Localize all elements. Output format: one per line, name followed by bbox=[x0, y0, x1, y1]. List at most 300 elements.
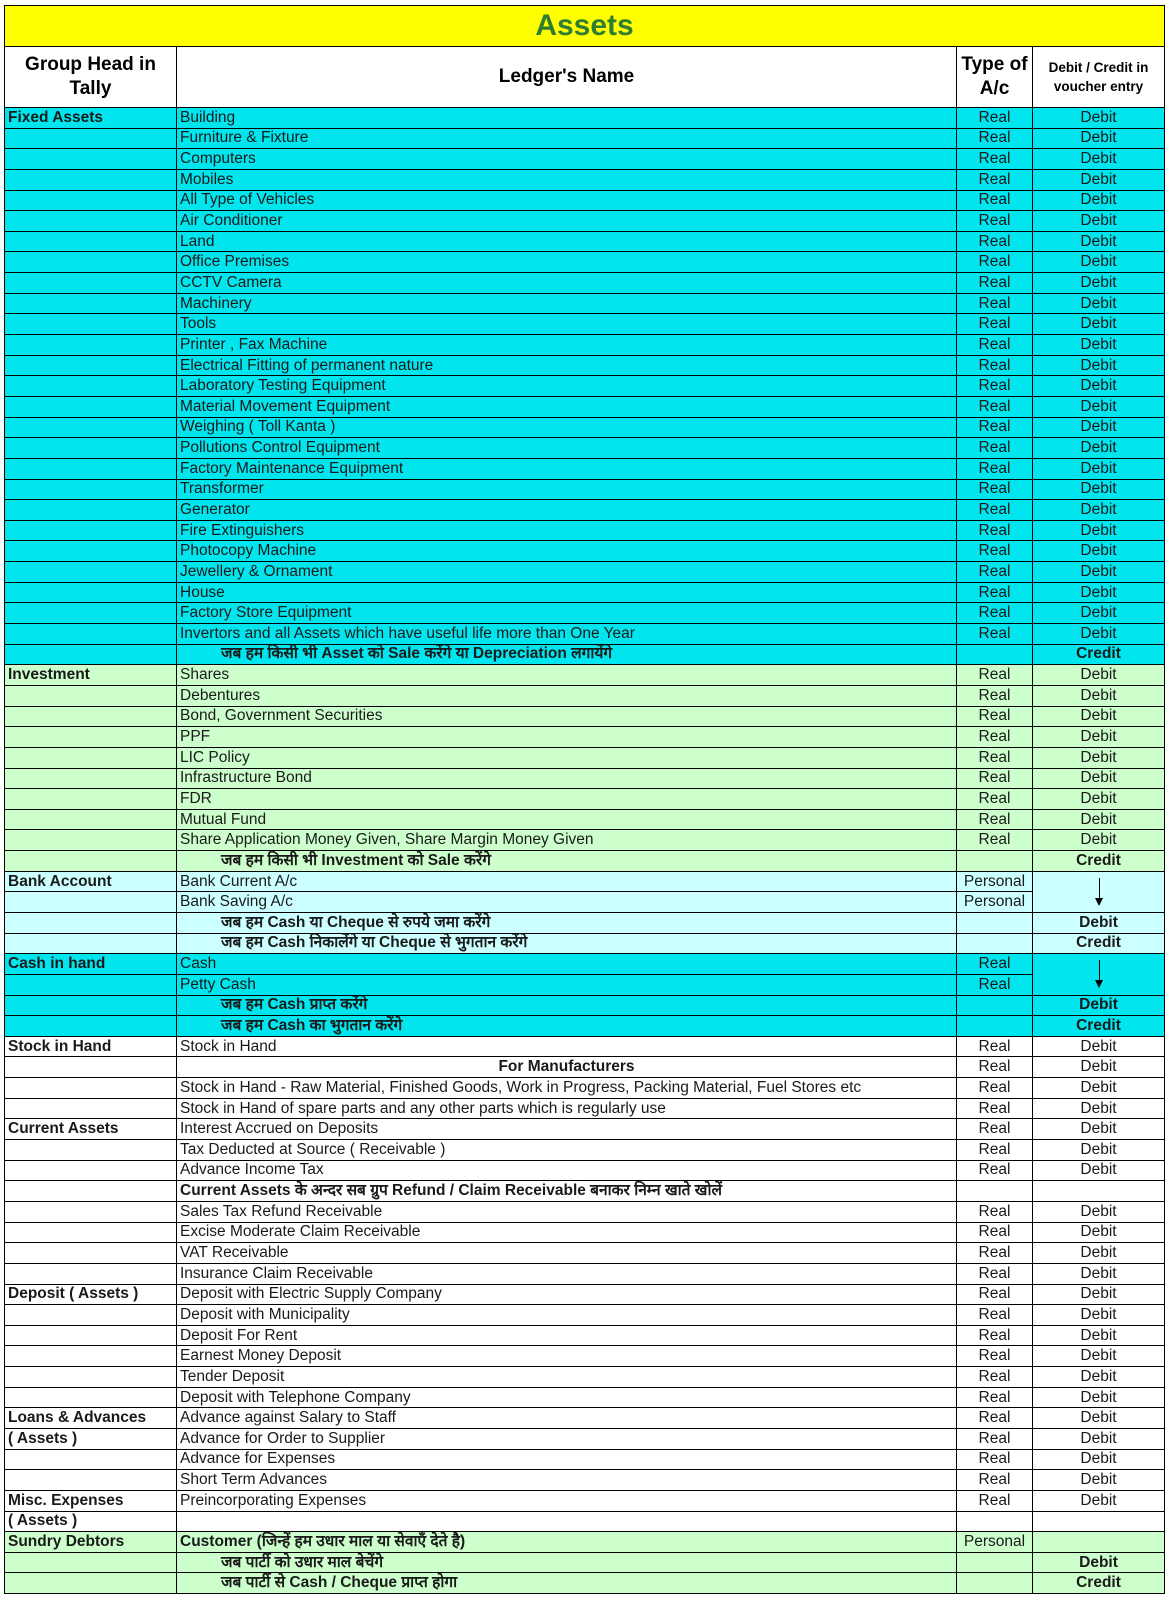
table-row bbox=[5, 974, 1165, 995]
ledger-name-cell: जब हम Cash प्राप्त करेंगे bbox=[177, 995, 957, 1016]
ledger-name-cell: Electrical Fitting of permanent nature bbox=[177, 355, 957, 376]
ledger-name-cell: Tender Deposit bbox=[177, 1367, 957, 1388]
group-head-cell bbox=[5, 603, 177, 624]
table-row bbox=[5, 892, 1165, 913]
type-of-ac-cell: Real bbox=[957, 541, 1033, 562]
table-row bbox=[5, 1305, 1165, 1326]
group-head-cell bbox=[5, 479, 177, 500]
ledger-name-cell: All Type of Vehicles bbox=[177, 190, 957, 211]
assets-ledger-table bbox=[4, 5, 1165, 1594]
debit-credit-cell: Debit bbox=[1033, 1449, 1165, 1470]
group-head-cell bbox=[5, 685, 177, 706]
header-row bbox=[5, 47, 1165, 108]
group-head-cell: Loans & Advances bbox=[5, 1408, 177, 1429]
group-head-cell bbox=[5, 892, 177, 913]
table-row bbox=[5, 1160, 1165, 1181]
group-head-cell bbox=[5, 252, 177, 273]
table-row bbox=[5, 871, 1165, 892]
debit-credit-cell: Debit bbox=[1033, 1408, 1165, 1429]
debit-credit-cell: Debit bbox=[1033, 1346, 1165, 1367]
table-row bbox=[5, 190, 1165, 211]
table-row bbox=[5, 396, 1165, 417]
ledger-name-cell: Advance for Order to Supplier bbox=[177, 1429, 957, 1450]
table-row bbox=[5, 1325, 1165, 1346]
table-row bbox=[5, 912, 1165, 933]
type-of-ac-cell: Real bbox=[957, 520, 1033, 541]
type-of-ac-cell: Real bbox=[957, 376, 1033, 397]
table-row bbox=[5, 458, 1165, 479]
table-row bbox=[5, 376, 1165, 397]
type-of-ac-cell: Real bbox=[957, 1470, 1033, 1491]
debit-credit-cell: Debit bbox=[1033, 541, 1165, 562]
debit-credit-cell: Debit bbox=[1033, 706, 1165, 727]
table-row bbox=[5, 747, 1165, 768]
group-head-cell: Investment bbox=[5, 665, 177, 686]
table-row bbox=[5, 1078, 1165, 1099]
table-row bbox=[5, 500, 1165, 521]
ledger-name-cell: Jewellery & Ornament bbox=[177, 562, 957, 583]
ledger-name-cell: जब पार्टी को उधार माल बेचेंगे bbox=[177, 1552, 957, 1573]
ledger-name-cell: जब हम Cash या Cheque से रुपये जमा करेंगे bbox=[177, 912, 957, 933]
table-row bbox=[5, 417, 1165, 438]
table-row bbox=[5, 273, 1165, 294]
type-of-ac-cell bbox=[957, 644, 1033, 665]
table-row bbox=[5, 169, 1165, 190]
table-row bbox=[5, 1511, 1165, 1532]
type-of-ac-cell: Real bbox=[957, 830, 1033, 851]
group-head-cell bbox=[5, 1346, 177, 1367]
table-row bbox=[5, 562, 1165, 583]
sheet-title: Assets bbox=[5, 6, 1165, 47]
table-row bbox=[5, 1346, 1165, 1367]
ledger-name-cell: House bbox=[177, 582, 957, 603]
table-row bbox=[5, 706, 1165, 727]
type-of-ac-cell bbox=[957, 1573, 1033, 1594]
ledger-name-cell: Computers bbox=[177, 149, 957, 170]
table-row bbox=[5, 1181, 1165, 1202]
group-head-cell bbox=[5, 1470, 177, 1491]
table-row bbox=[5, 1201, 1165, 1222]
ledger-name-cell: Generator bbox=[177, 500, 957, 521]
ledger-name-cell: Deposit with Municipality bbox=[177, 1305, 957, 1326]
group-head-cell: Current Assets bbox=[5, 1119, 177, 1140]
title-row bbox=[5, 6, 1165, 47]
debit-credit-cell: Debit bbox=[1033, 1284, 1165, 1305]
group-head-cell bbox=[5, 1263, 177, 1284]
group-head-cell bbox=[5, 809, 177, 830]
ledger-name-cell: Petty Cash bbox=[177, 974, 957, 995]
debit-credit-cell bbox=[1033, 1511, 1165, 1532]
group-head-cell bbox=[5, 1243, 177, 1264]
table-row bbox=[5, 789, 1165, 810]
debit-credit-cell: Debit bbox=[1033, 500, 1165, 521]
table-row bbox=[5, 1140, 1165, 1161]
type-of-ac-cell: Real bbox=[957, 252, 1033, 273]
debit-credit-cell: Debit bbox=[1033, 830, 1165, 851]
group-head-cell bbox=[5, 995, 177, 1016]
arrow-head-icon bbox=[1095, 898, 1103, 906]
debit-credit-cell: Debit bbox=[1033, 1552, 1165, 1573]
type-of-ac-cell: Real bbox=[957, 1429, 1033, 1450]
debit-credit-cell bbox=[1033, 1181, 1165, 1202]
type-of-ac-cell: Real bbox=[957, 954, 1033, 975]
table-row bbox=[5, 520, 1165, 541]
arrow-down-icon bbox=[1099, 960, 1100, 982]
debit-credit-cell: Debit bbox=[1033, 1098, 1165, 1119]
table-row bbox=[5, 1119, 1165, 1140]
group-head-cell: ( Assets ) bbox=[5, 1511, 177, 1532]
ledger-name-cell: Weighing ( Toll Kanta ) bbox=[177, 417, 957, 438]
table-row bbox=[5, 479, 1165, 500]
debit-credit-cell: Debit bbox=[1033, 1057, 1165, 1078]
type-of-ac-cell: Real bbox=[957, 1490, 1033, 1511]
table-row bbox=[5, 1552, 1165, 1573]
ledger-name-cell: Current Assets के अन्दर सब ग्रुप Refund / Claim Receivable बनाकर निम्न खाते खोलें bbox=[177, 1181, 957, 1202]
debit-credit-cell: Debit bbox=[1033, 1036, 1165, 1057]
ledger-name-cell: Advance against Salary to Staff bbox=[177, 1408, 957, 1429]
table-row bbox=[5, 624, 1165, 645]
debit-credit-cell: Debit bbox=[1033, 1243, 1165, 1264]
type-of-ac-cell: Real bbox=[957, 1449, 1033, 1470]
ledger-name-cell: Earnest Money Deposit bbox=[177, 1346, 957, 1367]
arrow-down-icon bbox=[1099, 878, 1100, 900]
table-row bbox=[5, 438, 1165, 459]
debit-credit-cell bbox=[1033, 954, 1165, 995]
debit-credit-cell: Debit bbox=[1033, 685, 1165, 706]
ledger-name-cell: Printer , Fax Machine bbox=[177, 335, 957, 356]
ledger-name-cell: Bank Saving A/c bbox=[177, 892, 957, 913]
debit-credit-cell: Debit bbox=[1033, 231, 1165, 252]
table-row bbox=[5, 1263, 1165, 1284]
debit-credit-cell: Debit bbox=[1033, 1140, 1165, 1161]
table-row bbox=[5, 665, 1165, 686]
type-of-ac-cell bbox=[957, 1511, 1033, 1532]
type-of-ac-cell: Real bbox=[957, 1201, 1033, 1222]
ledger-name-cell: Interest Accrued on Deposits bbox=[177, 1119, 957, 1140]
table-row bbox=[5, 1387, 1165, 1408]
type-of-ac-cell: Real bbox=[957, 706, 1033, 727]
group-head-cell bbox=[5, 1449, 177, 1470]
type-of-ac-cell: Real bbox=[957, 1160, 1033, 1181]
type-of-ac-cell bbox=[957, 995, 1033, 1016]
debit-credit-cell: Debit bbox=[1033, 747, 1165, 768]
ledger-name-cell: Laboratory Testing Equipment bbox=[177, 376, 957, 397]
table-row bbox=[5, 355, 1165, 376]
type-of-ac-cell: Real bbox=[957, 727, 1033, 748]
header-group-head: Group Head in Tally bbox=[5, 47, 177, 108]
group-head-cell bbox=[5, 727, 177, 748]
debit-credit-cell: Credit bbox=[1033, 851, 1165, 872]
ledger-name-cell: Bond, Government Securities bbox=[177, 706, 957, 727]
debit-credit-cell: Debit bbox=[1033, 1490, 1165, 1511]
group-head-cell: Fixed Assets bbox=[5, 108, 177, 129]
group-head-cell bbox=[5, 541, 177, 562]
debit-credit-cell: Debit bbox=[1033, 1387, 1165, 1408]
ledger-name-cell: Machinery bbox=[177, 293, 957, 314]
type-of-ac-cell: Real bbox=[957, 500, 1033, 521]
debit-credit-cell: Debit bbox=[1033, 1367, 1165, 1388]
group-head-cell bbox=[5, 376, 177, 397]
group-head-cell bbox=[5, 644, 177, 665]
group-head-cell bbox=[5, 458, 177, 479]
ledger-name-cell: LIC Policy bbox=[177, 747, 957, 768]
ledger-name-cell: Stock in Hand of spare parts and any other parts which is regularly use bbox=[177, 1098, 957, 1119]
table-row bbox=[5, 1429, 1165, 1450]
group-head-cell bbox=[5, 1305, 177, 1326]
group-head-cell bbox=[5, 520, 177, 541]
debit-credit-cell: Debit bbox=[1033, 624, 1165, 645]
type-of-ac-cell: Real bbox=[957, 1367, 1033, 1388]
table-row bbox=[5, 1573, 1165, 1594]
debit-credit-cell: Debit bbox=[1033, 1222, 1165, 1243]
type-of-ac-cell: Real bbox=[957, 665, 1033, 686]
group-head-cell bbox=[5, 1098, 177, 1119]
group-head-cell: Sundry Debtors bbox=[5, 1532, 177, 1553]
ledger-name-cell: Air Conditioner bbox=[177, 211, 957, 232]
ledger-name-cell: Factory Maintenance Equipment bbox=[177, 458, 957, 479]
group-head-cell bbox=[5, 1181, 177, 1202]
ledger-name-cell: Customer (जिन्हें हम उधार माल या सेवाएँ देते है) bbox=[177, 1532, 957, 1553]
type-of-ac-cell: Real bbox=[957, 1036, 1033, 1057]
debit-credit-cell: Credit bbox=[1033, 1573, 1165, 1594]
table-row bbox=[5, 1470, 1165, 1491]
ledger-name-cell: Excise Moderate Claim Receivable bbox=[177, 1222, 957, 1243]
group-head-cell bbox=[5, 789, 177, 810]
table-row bbox=[5, 1449, 1165, 1470]
debit-credit-cell: Debit bbox=[1033, 252, 1165, 273]
ledger-name-cell: Share Application Money Given, Share Margin Money Given bbox=[177, 830, 957, 851]
group-head-cell bbox=[5, 1078, 177, 1099]
type-of-ac-cell: Real bbox=[957, 1305, 1033, 1326]
type-of-ac-cell: Real bbox=[957, 1140, 1033, 1161]
group-head-cell bbox=[5, 417, 177, 438]
type-of-ac-cell bbox=[957, 851, 1033, 872]
table-row bbox=[5, 685, 1165, 706]
ledger-name-cell: जब हम Cash का भुगतान करेंगे bbox=[177, 1016, 957, 1037]
type-of-ac-cell: Real bbox=[957, 355, 1033, 376]
ledger-name-cell: Transformer bbox=[177, 479, 957, 500]
ledger-name-cell: जब पार्टी से Cash / Cheque प्राप्त होगा bbox=[177, 1573, 957, 1594]
ledger-name-cell: Cash bbox=[177, 954, 957, 975]
type-of-ac-cell: Real bbox=[957, 1119, 1033, 1140]
group-head-cell bbox=[5, 128, 177, 149]
ledger-name-cell: FDR bbox=[177, 789, 957, 810]
type-of-ac-cell: Real bbox=[957, 1057, 1033, 1078]
debit-credit-cell: Debit bbox=[1033, 149, 1165, 170]
type-of-ac-cell bbox=[957, 1181, 1033, 1202]
arrow-head-icon bbox=[1095, 980, 1103, 988]
ledger-name-cell: जब हम किसी भी Asset को Sale करेंगे या Depreciation लगायेंगे bbox=[177, 644, 957, 665]
table-row bbox=[5, 768, 1165, 789]
table-row bbox=[5, 830, 1165, 851]
debit-credit-cell: Debit bbox=[1033, 912, 1165, 933]
type-of-ac-cell: Real bbox=[957, 562, 1033, 583]
group-head-cell bbox=[5, 1016, 177, 1037]
group-head-cell bbox=[5, 851, 177, 872]
group-head-cell bbox=[5, 1160, 177, 1181]
ledger-name-cell: Infrastructure Bond bbox=[177, 768, 957, 789]
debit-credit-cell: Debit bbox=[1033, 355, 1165, 376]
type-of-ac-cell bbox=[957, 912, 1033, 933]
debit-credit-cell: Debit bbox=[1033, 1078, 1165, 1099]
type-of-ac-cell: Real bbox=[957, 211, 1033, 232]
group-head-cell bbox=[5, 830, 177, 851]
ledger-name-cell: Material Movement Equipment bbox=[177, 396, 957, 417]
ledger-name-cell: Fire Extinguishers bbox=[177, 520, 957, 541]
debit-credit-cell: Debit bbox=[1033, 520, 1165, 541]
group-head-cell bbox=[5, 396, 177, 417]
type-of-ac-cell: Real bbox=[957, 1098, 1033, 1119]
group-head-cell: ( Assets ) bbox=[5, 1429, 177, 1450]
type-of-ac-cell: Real bbox=[957, 417, 1033, 438]
type-of-ac-cell bbox=[957, 1016, 1033, 1037]
debit-credit-cell: Debit bbox=[1033, 479, 1165, 500]
debit-credit-cell: Debit bbox=[1033, 603, 1165, 624]
type-of-ac-cell: Real bbox=[957, 1408, 1033, 1429]
ledger-name-cell: Short Term Advances bbox=[177, 1470, 957, 1491]
type-of-ac-cell: Real bbox=[957, 396, 1033, 417]
debit-credit-cell: Debit bbox=[1033, 1325, 1165, 1346]
debit-credit-cell: Debit bbox=[1033, 1160, 1165, 1181]
type-of-ac-cell: Real bbox=[957, 273, 1033, 294]
group-head-cell bbox=[5, 438, 177, 459]
table-row bbox=[5, 954, 1165, 975]
ledger-name-cell: Tax Deducted at Source ( Receivable ) bbox=[177, 1140, 957, 1161]
debit-credit-cell: Credit bbox=[1033, 1016, 1165, 1037]
ledger-name-cell: Furniture & Fixture bbox=[177, 128, 957, 149]
type-of-ac-cell: Real bbox=[957, 582, 1033, 603]
group-head-cell bbox=[5, 933, 177, 954]
ledger-name-cell: Pollutions Control Equipment bbox=[177, 438, 957, 459]
debit-credit-cell: Debit bbox=[1033, 169, 1165, 190]
table-row bbox=[5, 231, 1165, 252]
type-of-ac-cell: Real bbox=[957, 974, 1033, 995]
type-of-ac-cell: Personal bbox=[957, 892, 1033, 913]
group-head-cell bbox=[5, 1573, 177, 1594]
type-of-ac-cell: Real bbox=[957, 1284, 1033, 1305]
group-head-cell: Bank Account bbox=[5, 871, 177, 892]
debit-credit-cell: Debit bbox=[1033, 562, 1165, 583]
debit-credit-cell: Debit bbox=[1033, 128, 1165, 149]
debit-credit-cell: Debit bbox=[1033, 396, 1165, 417]
debit-credit-cell: Debit bbox=[1033, 809, 1165, 830]
debit-credit-cell: Debit bbox=[1033, 768, 1165, 789]
group-head-cell bbox=[5, 500, 177, 521]
table-row bbox=[5, 335, 1165, 356]
table-row bbox=[5, 851, 1165, 872]
group-head-cell bbox=[5, 974, 177, 995]
ledger-name-cell bbox=[177, 1511, 957, 1532]
group-head-cell bbox=[5, 1367, 177, 1388]
table-row bbox=[5, 1222, 1165, 1243]
type-of-ac-cell: Real bbox=[957, 335, 1033, 356]
table-row bbox=[5, 108, 1165, 129]
debit-credit-cell: Debit bbox=[1033, 582, 1165, 603]
debit-credit-cell: Debit bbox=[1033, 727, 1165, 748]
debit-credit-cell: Debit bbox=[1033, 314, 1165, 335]
type-of-ac-cell: Real bbox=[957, 293, 1033, 314]
debit-credit-cell: Debit bbox=[1033, 108, 1165, 129]
table-row bbox=[5, 995, 1165, 1016]
type-of-ac-cell: Real bbox=[957, 231, 1033, 252]
table-row bbox=[5, 1532, 1165, 1553]
group-head-cell bbox=[5, 1222, 177, 1243]
group-head-cell bbox=[5, 706, 177, 727]
group-head-cell bbox=[5, 1201, 177, 1222]
table-row bbox=[5, 1408, 1165, 1429]
table-row bbox=[5, 727, 1165, 748]
ledger-name-cell: Bank Current A/c bbox=[177, 871, 957, 892]
ledger-name-cell: Building bbox=[177, 108, 957, 129]
debit-credit-cell: Debit bbox=[1033, 1305, 1165, 1326]
ledger-rows bbox=[5, 108, 1165, 1594]
type-of-ac-cell: Real bbox=[957, 458, 1033, 479]
header-debit-credit: Debit / Credit in voucher entry bbox=[1033, 47, 1165, 108]
debit-credit-cell: Debit bbox=[1033, 1470, 1165, 1491]
type-of-ac-cell: Real bbox=[957, 1078, 1033, 1099]
table-row bbox=[5, 1057, 1165, 1078]
ledger-name-cell: Office Premises bbox=[177, 252, 957, 273]
ledger-name-cell: Preincorporating Expenses bbox=[177, 1490, 957, 1511]
group-head-cell bbox=[5, 211, 177, 232]
group-head-cell bbox=[5, 747, 177, 768]
header-ledger-name: Ledger's Name bbox=[177, 47, 957, 108]
debit-credit-cell: Debit bbox=[1033, 1263, 1165, 1284]
type-of-ac-cell: Real bbox=[957, 149, 1033, 170]
table-row bbox=[5, 809, 1165, 830]
header-type-of-ac: Type of A/c bbox=[957, 47, 1033, 108]
type-of-ac-cell: Real bbox=[957, 789, 1033, 810]
group-head-cell bbox=[5, 768, 177, 789]
group-head-cell: Deposit ( Assets ) bbox=[5, 1284, 177, 1305]
debit-credit-cell: Debit bbox=[1033, 995, 1165, 1016]
type-of-ac-cell: Real bbox=[957, 314, 1033, 335]
debit-credit-cell: Debit bbox=[1033, 789, 1165, 810]
ledger-name-cell: Deposit For Rent bbox=[177, 1325, 957, 1346]
table-row bbox=[5, 582, 1165, 603]
debit-credit-cell: Debit bbox=[1033, 665, 1165, 686]
ledger-name-cell: VAT Receivable bbox=[177, 1243, 957, 1264]
ledger-name-cell: Debentures bbox=[177, 685, 957, 706]
ledger-name-cell: Mobiles bbox=[177, 169, 957, 190]
ledger-name-cell: Advance for Expenses bbox=[177, 1449, 957, 1470]
group-head-cell bbox=[5, 149, 177, 170]
table-row bbox=[5, 128, 1165, 149]
debit-credit-cell: Debit bbox=[1033, 1119, 1165, 1140]
ledger-name-cell: Deposit with Electric Supply Company bbox=[177, 1284, 957, 1305]
ledger-name-cell: Shares bbox=[177, 665, 957, 686]
type-of-ac-cell: Real bbox=[957, 1222, 1033, 1243]
ledger-name-cell: Insurance Claim Receivable bbox=[177, 1263, 957, 1284]
type-of-ac-cell: Real bbox=[957, 603, 1033, 624]
group-head-cell: Misc. Expenses bbox=[5, 1490, 177, 1511]
table-row bbox=[5, 933, 1165, 954]
type-of-ac-cell: Real bbox=[957, 685, 1033, 706]
group-head-cell bbox=[5, 1140, 177, 1161]
table-row bbox=[5, 252, 1165, 273]
debit-credit-cell: Debit bbox=[1033, 376, 1165, 397]
group-head-cell bbox=[5, 1057, 177, 1078]
type-of-ac-cell: Real bbox=[957, 624, 1033, 645]
ledger-name-cell: जब हम किसी भी Investment को Sale करेंगे bbox=[177, 851, 957, 872]
ledger-name-cell: Stock in Hand bbox=[177, 1036, 957, 1057]
type-of-ac-cell: Real bbox=[957, 190, 1033, 211]
type-of-ac-cell: Real bbox=[957, 169, 1033, 190]
debit-credit-cell: Debit bbox=[1033, 1201, 1165, 1222]
ledger-name-cell: Sales Tax Refund Receivable bbox=[177, 1201, 957, 1222]
debit-credit-cell bbox=[1033, 871, 1165, 912]
debit-credit-cell: Credit bbox=[1033, 644, 1165, 665]
